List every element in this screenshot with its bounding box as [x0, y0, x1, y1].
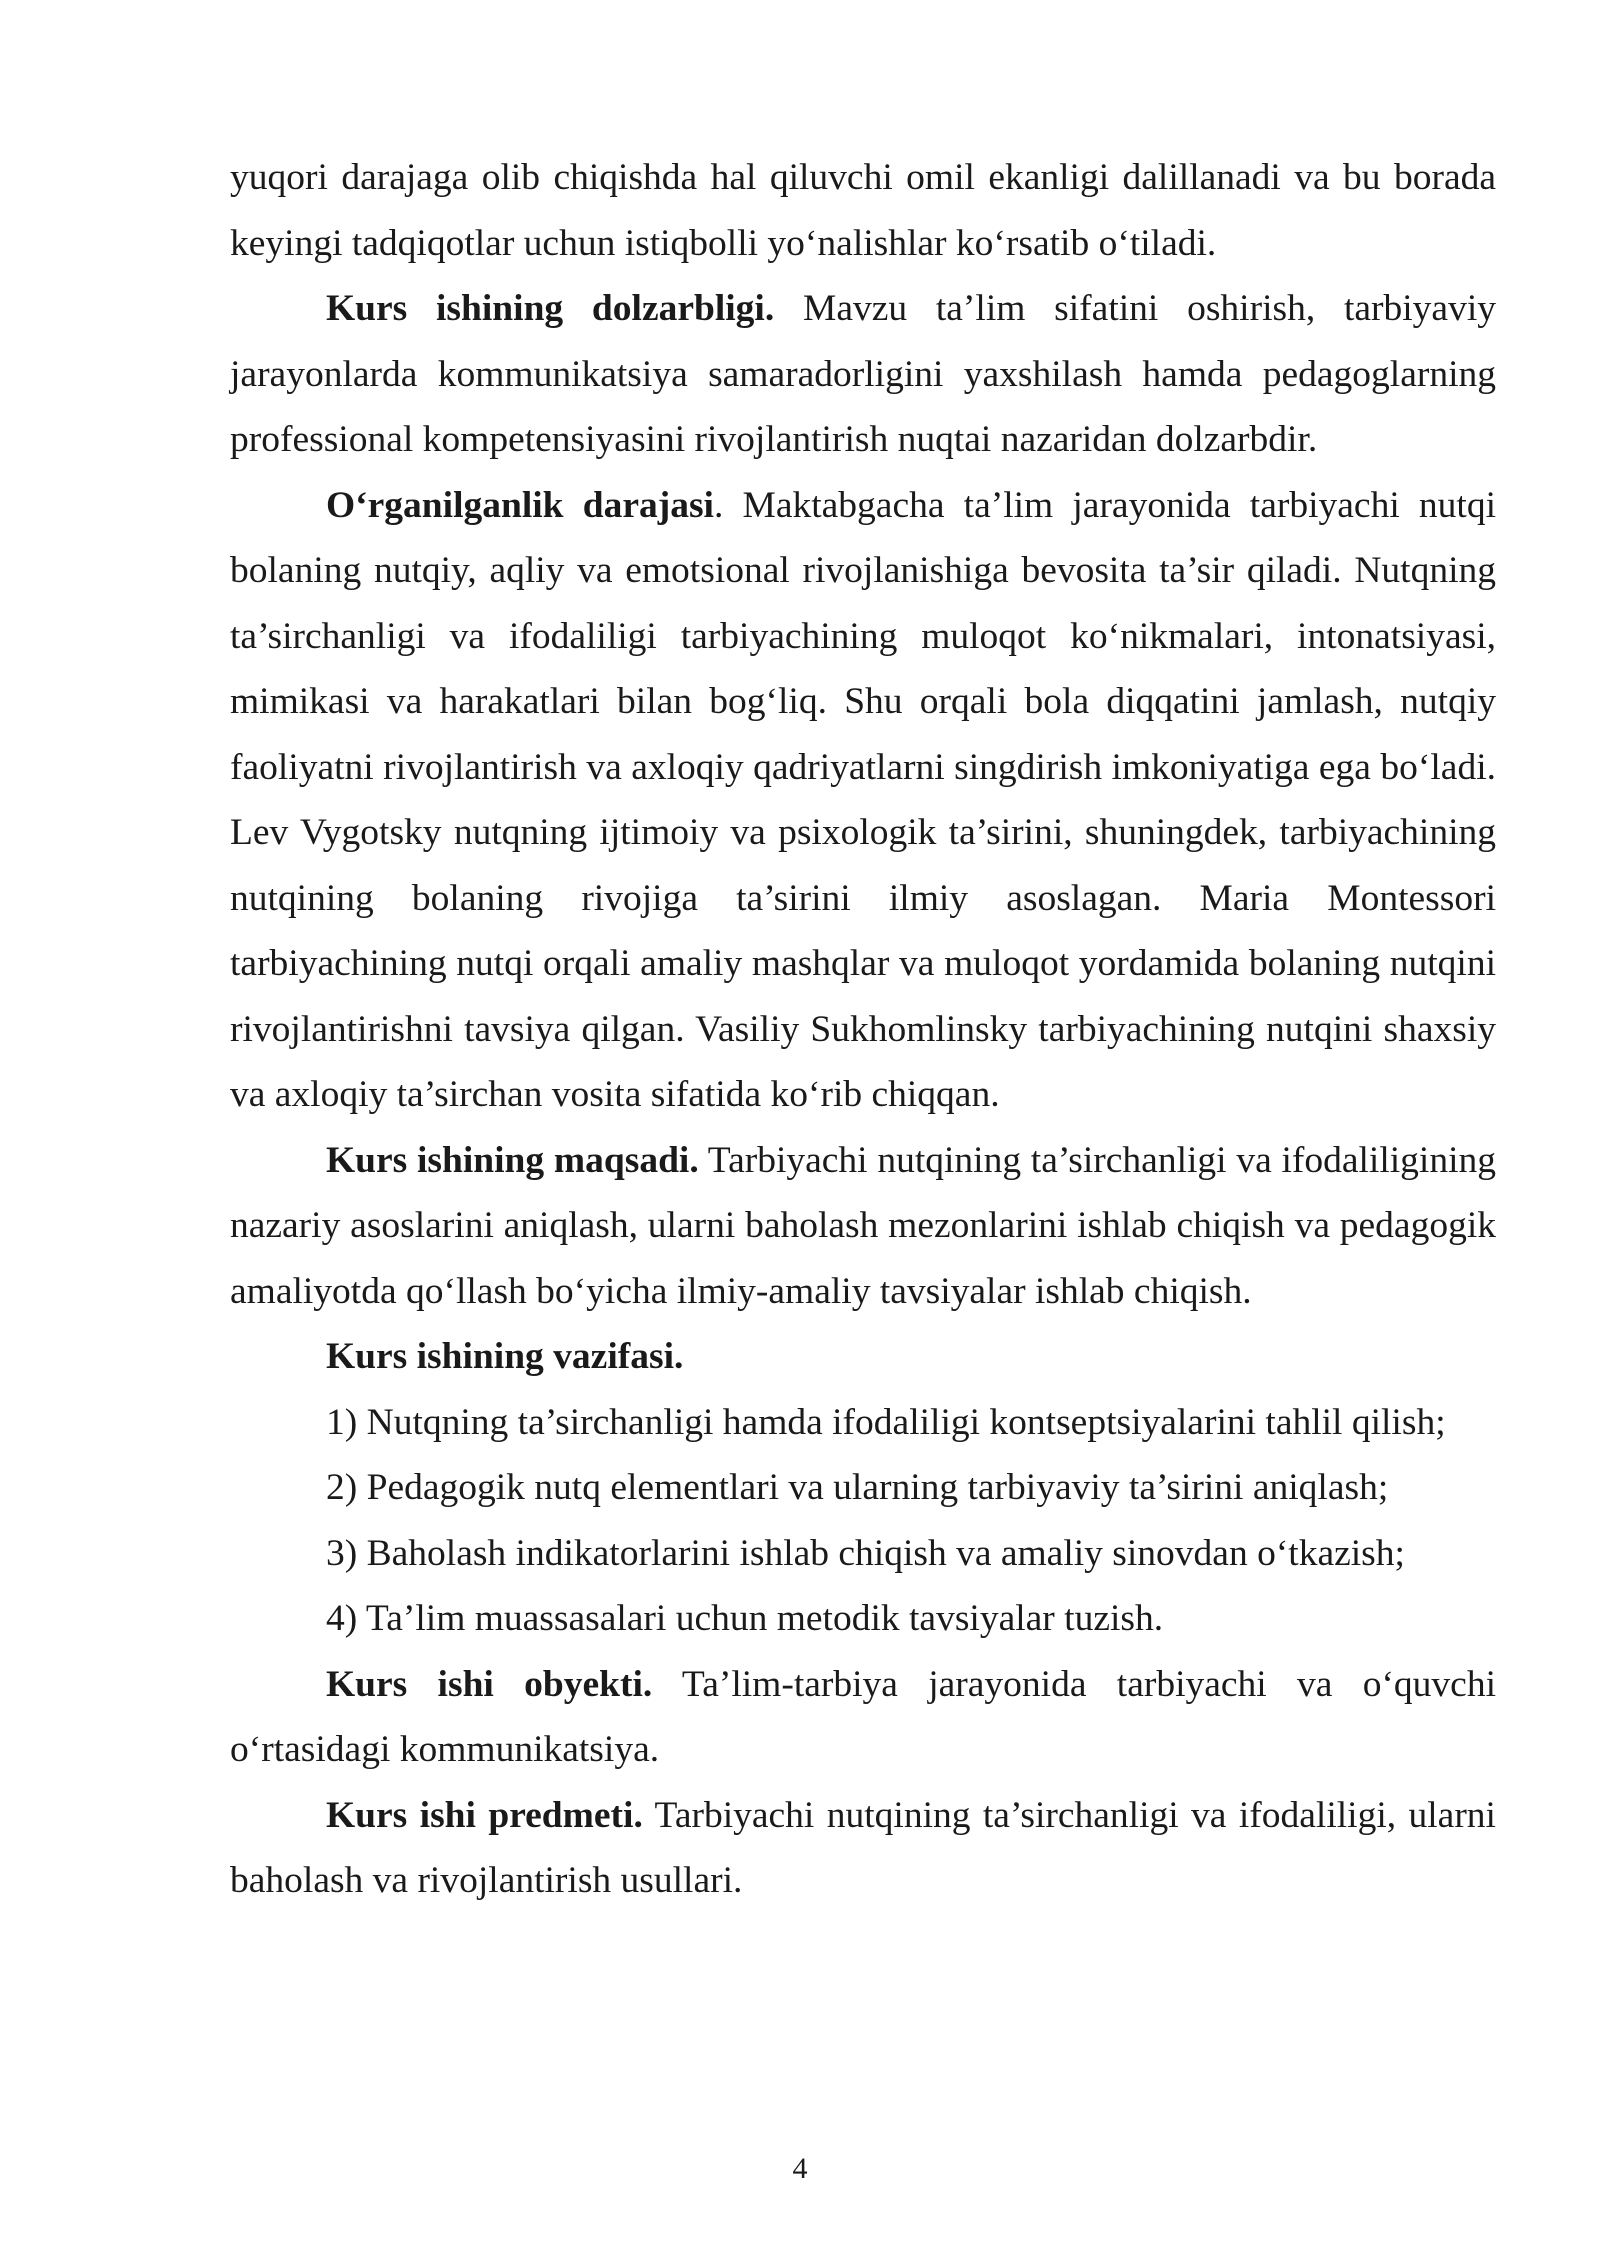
relevance-text: Mavzu ta’lim sifatini oshirish, tarbiyaviy jarayonlarda kommunikatsiya samaradorligini yaxshilash hamda pedagoglarning professional kompetensiyasini rivojlantirish nuqtai nazaridan dolzarbdir. [230, 288, 1496, 460]
object-heading: Kurs ishi obyekti. [326, 1663, 653, 1705]
intro-paragraph [230, 145, 1496, 276]
subject-heading: Kurs ishi predmeti. [326, 1794, 643, 1836]
task-item: 1) Nutqning ta’sirchanligi hamda ifodaliligi kontseptsiyalarini tahlil qilish; [326, 1401, 1446, 1443]
relevance-paragraph [230, 276, 1496, 473]
task-item: 4) Ta’lim muassasalari uchun metodik tavsiyalar tuzish. [326, 1598, 1164, 1639]
goal-paragraph [230, 1128, 1496, 1325]
subject-paragraph [230, 1783, 1496, 1914]
goal-text: Tarbiyachi nutqining ta’sirchanligi va ifodaliligining nazariy asoslarini aniqlash, ularni baholash mezonlarini ishlab chiqish va pedagogik amaliyotda qo‘llash bo‘yicha ilmiy-amaliy tavsiyalar ishlab chiqish. [230, 1139, 1497, 1312]
goal-heading: Kurs ishining maqsadi. [326, 1139, 699, 1181]
page-body [230, 145, 1496, 1914]
tasks-heading-line [230, 1324, 1496, 1390]
study-level-heading: O‘rganilganlik darajasi [326, 484, 714, 526]
subject-text: Tarbiyachi nutqining ta’sirchanligi va ifodaliligi, ularni baholash va rivojlantirish usullari. [230, 1794, 1496, 1901]
study-level-text: . Maktabgacha ta’lim jarayonida tarbiyachi nutqi bolaning nutqiy, aqliy va emotsional rivojlanishiga bevosita ta’sir qiladi. Nutqning ta’sirchanligi va ifodaliligi tarbiyachining muloqot ko‘nikmalari, intonatsiyasi, mimikasi va harakatlari bilan bog‘liq. Shu orqali bola diqqatini jamlash, nutqiy faoliyatni rivojlantirish va axloqiy qadriyatlarni singdirish imkoniyatiga ega bo‘ladi. Lev Vygotsky nutqning ijtimoiy va psixologik ta’sirini, shuningdek, tarbiyachining nutqining bolaning rivojiga ta’sirini ilmiy asoslagan. Maria Montessori tarbiyachining nutqi orqali amaliy mashqlar va muloqot yordamida bolaning nutqini rivojlantirishni tavsiya qilgan. Vasiliy Sukhomlinsky tarbiyachining nutqini shaxsiy va axloqiy ta’sirchan vosita sifatida ko‘rib chiqqan. [230, 484, 1496, 1115]
task-item: 3) Baholash indikatorlarini ishlab chiqish va amaliy sinovdan o‘tkazish; [326, 1532, 1405, 1574]
task-item: 2) Pedagogik nutq elementlari va ularning tarbiyaviy ta’sirini aniqlash; [326, 1467, 1389, 1508]
page-number: 4 [792, 2152, 808, 2185]
relevance-heading: Kurs ishining dolzarbligi. [326, 288, 775, 329]
tasks-heading: Kurs ishining vazifasi. [326, 1336, 684, 1377]
object-paragraph [230, 1652, 1496, 1783]
object-text: Ta’lim-tarbiya jarayonida tarbiyachi va o‘quvchi o‘rtasidagi kommunikatsiya. [230, 1663, 1496, 1770]
study-level-paragraph [230, 473, 1496, 1128]
intro-text: yuqori darajaga olib chiqishda hal qiluvchi omil ekanligi dalillanadi va bu borada keyingi tadqiqotlar uchun istiqbolli yo‘nalishlar ko‘rsatib o‘tiladi. [230, 157, 1496, 264]
